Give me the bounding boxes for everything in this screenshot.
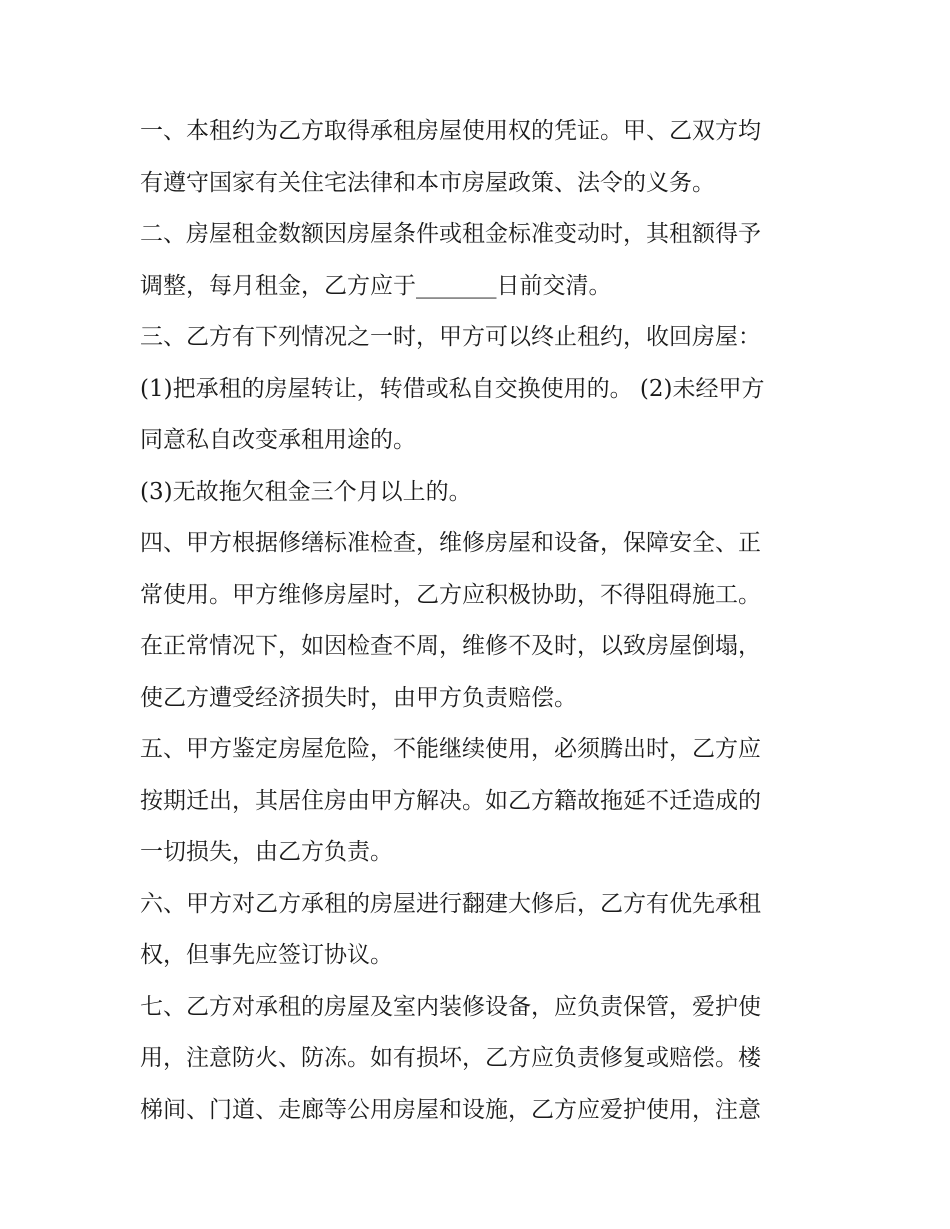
- text-line: 一、本租约为乙方取得承租房屋使用权的凭证。甲、乙双方均: [140, 118, 761, 144]
- text-line: 六、甲方对乙方承租的房屋进行翻建大修后，乙方有优先承租: [140, 890, 761, 917]
- text-line: 二、房屋租金数额因房屋条件或租金标准变动时，其租额得予: [140, 221, 761, 247]
- text-line: 七、乙方对承租的房屋及室内装修设备，应负责保管，爱护使: [140, 993, 761, 1020]
- text-line: 权，但事先应签订协议。: [140, 942, 393, 968]
- text-line: 按期迁出，其居住房由甲方解决。如乙方籍故拖延不迁造成的: [140, 787, 761, 814]
- text-line: 三、乙方有下列情况之一时，甲方可以终止租约，收回房屋：: [140, 324, 761, 350]
- text-line: 有遵守国家有关住宅法律和本市房屋政策、法令的义务。: [140, 169, 715, 196]
- text-line: 使乙方遭受经济损失时，由甲方负责赔偿。: [140, 684, 577, 711]
- text-line: 四、甲方根据修缮标准检查，维修房屋和设备，保障安全、正: [140, 530, 761, 556]
- text-line: 一切损失，由乙方负责。: [140, 839, 393, 865]
- text-line: 常使用。甲方维修房屋时，乙方应积极协助，不得阻碍施工。: [140, 581, 761, 608]
- text-line: 用，注意防火、防冻。如有损坏，乙方应负责修复或赔偿。楼: [140, 1045, 761, 1071]
- text-line: 调整，每月租金，乙方应于_______日前交清。: [140, 272, 612, 299]
- contract-text: [140, 106, 820, 1136]
- text-line: (1)把承租的房屋转让，转借或私自交换使用的。 (2)未经甲方: [140, 375, 765, 402]
- text-line: 梯间、门道、走廊等公用房屋和设施，乙方应爱护使用，注意: [140, 1096, 761, 1123]
- text-line: 同意私自改变承租用途的。: [140, 427, 416, 453]
- text-line: 在正常情况下，如因检查不周，维修不及时，以致房屋倒塌，: [140, 633, 761, 659]
- text-line: 五、甲方鉴定房屋危险，不能继续使用，必须腾出时，乙方应: [140, 736, 761, 762]
- text-line: (3)无故拖欠租金三个月以上的。: [140, 478, 472, 505]
